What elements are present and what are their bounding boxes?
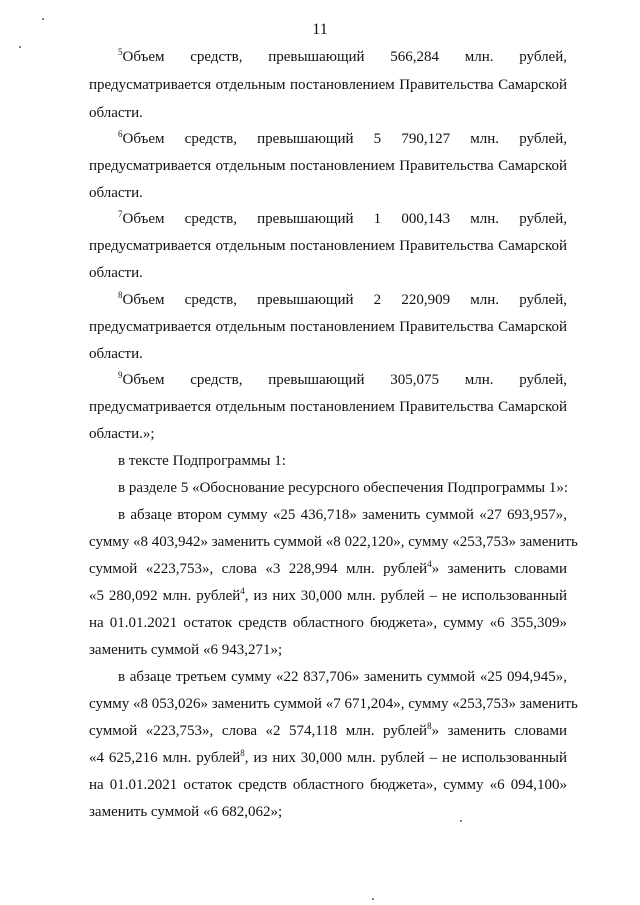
footnote-mark: 6 bbox=[118, 129, 123, 139]
footnote-5-line-2: предусматривается отдельным постановлением Правительства Самарской bbox=[89, 77, 567, 93]
footnote-text: Объем средств, превышающий 2 220,909 млн. рублей, bbox=[122, 292, 567, 308]
paragraph-second-abzac-line-5: на 01.01.2021 остаток средств областного бюджета», сумму «6 355,309» bbox=[89, 615, 567, 631]
text-run: суммой «223,753», слова «3 228,994 млн. рублей bbox=[89, 561, 428, 577]
footnote-mark: 5 bbox=[118, 47, 123, 57]
footnote-9-line-1 bbox=[118, 371, 567, 389]
scan-speck bbox=[460, 820, 462, 822]
paragraph-second-abzac-line-6: заменить суммой «6 943,271»; bbox=[89, 642, 283, 658]
paragraph-third-abzac-line-5: на 01.01.2021 остаток средств областного бюджета», сумму «6 094,100» bbox=[89, 777, 567, 793]
paragraph-second-abzac-line-2: сумму «8 403,942» заменить суммой «8 022,120», сумму «253,753» заменить bbox=[89, 534, 578, 550]
paragraph-third-abzac-line-2: сумму «8 053,026» заменить суммой «7 671,204», сумму «253,753» заменить bbox=[89, 696, 578, 712]
page-number: 11 bbox=[312, 21, 328, 38]
text-run: «4 625,216 млн. рублей bbox=[89, 750, 241, 766]
scan-speck bbox=[42, 18, 44, 20]
footnote-text: Объем средств, превышающий 305,075 млн. рублей, bbox=[122, 372, 567, 388]
footnote-ref: 8 bbox=[240, 748, 245, 758]
paragraph-second-abzac-line-4 bbox=[89, 587, 567, 605]
paragraph-second-abzac-line-3 bbox=[89, 560, 567, 578]
footnote-ref: 8 bbox=[427, 721, 432, 731]
text-run: «5 280,092 млн. рублей bbox=[89, 588, 241, 604]
footnote-9-line-3: области.»; bbox=[89, 426, 155, 442]
text-run: , из них 30,000 млн. рублей – не использованный bbox=[244, 750, 567, 766]
footnote-8-line-3: области. bbox=[89, 346, 143, 362]
footnote-mark: 9 bbox=[118, 370, 123, 380]
footnote-9-line-2: предусматривается отдельным постановлением Правительства Самарской bbox=[89, 399, 567, 415]
text-run: суммой «223,753», слова «2 574,118 млн. рублей bbox=[89, 723, 428, 739]
footnote-6-line-3: области. bbox=[89, 185, 143, 201]
footnote-7-line-1 bbox=[118, 210, 567, 228]
footnote-ref: 4 bbox=[240, 586, 245, 596]
footnote-ref: 4 bbox=[427, 559, 432, 569]
footnote-mark: 8 bbox=[118, 290, 123, 300]
footnote-6-line-2: предусматривается отдельным постановлением Правительства Самарской bbox=[89, 158, 567, 174]
text-run: » заменить словами bbox=[431, 561, 568, 577]
paragraph-subprogram: в тексте Подпрограммы 1: bbox=[118, 453, 286, 469]
paragraph-third-abzac-line-1: в абзаце третьем сумму «22 837,706» заменить суммой «25 094,945», bbox=[118, 669, 567, 685]
footnote-6-line-1 bbox=[118, 130, 567, 148]
scan-speck bbox=[372, 898, 374, 900]
footnote-text: Объем средств, превышающий 5 790,127 млн. рублей, bbox=[122, 131, 567, 147]
footnote-text: Объем средств, превышающий 566,284 млн. рублей, bbox=[122, 49, 567, 65]
paragraph-third-abzac-line-3 bbox=[89, 722, 567, 740]
text-run: , из них 30,000 млн. рублей – не использованный bbox=[244, 588, 567, 604]
text-run: » заменить словами bbox=[431, 723, 567, 739]
scan-speck bbox=[19, 46, 21, 48]
footnote-5-line-3: области. bbox=[89, 105, 143, 121]
footnote-5-line-1 bbox=[118, 48, 567, 66]
footnote-7-line-3: области. bbox=[89, 265, 143, 281]
footnote-7-line-2: предусматривается отдельным постановлением Правительства Самарской bbox=[89, 238, 567, 254]
footnote-8-line-2: предусматривается отдельным постановлением Правительства Самарской bbox=[89, 319, 567, 335]
paragraph-third-abzac-line-6: заменить суммой «6 682,062»; bbox=[89, 804, 283, 820]
footnote-mark: 7 bbox=[118, 209, 123, 219]
footnote-8-line-1 bbox=[118, 291, 567, 309]
paragraph-third-abzac-line-4 bbox=[89, 749, 567, 767]
footnote-text: Объем средств, превышающий 1 000,143 млн. рублей, bbox=[122, 211, 567, 227]
paragraph-section-5: в разделе 5 «Обоснование ресурсного обеспечения Подпрограммы 1»: bbox=[118, 480, 568, 496]
paragraph-second-abzac-line-1: в абзаце втором сумму «25 436,718» заменить суммой «27 693,957», bbox=[118, 507, 567, 523]
